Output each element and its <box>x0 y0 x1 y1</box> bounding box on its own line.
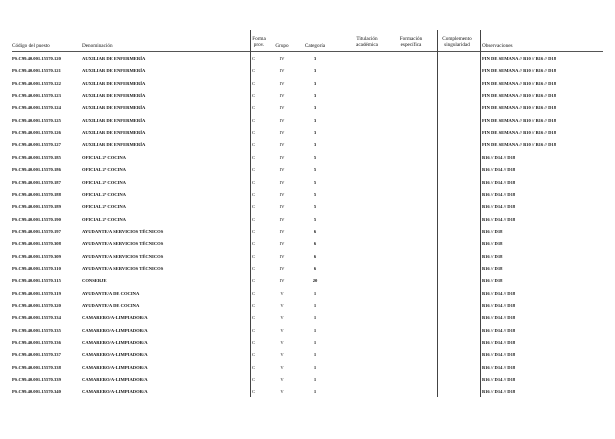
cell-forma: C <box>252 117 256 123</box>
table-row <box>0 167 615 179</box>
table-row <box>0 352 615 364</box>
cell-categoria: 5 <box>313 216 317 222</box>
cell-observaciones: B16 // D18 <box>482 253 503 259</box>
cell-codigo: PS.C99.40.001.15570.121 <box>12 68 61 74</box>
cell-codigo: PS.C99.40.001.15570.127 <box>12 142 61 148</box>
cell-denominacion: CAMARERO/A-LIMPIADOR/A <box>82 364 148 370</box>
cell-denominacion: AUXILIAR DE ENFERMERÍA <box>82 80 146 86</box>
cell-codigo: PS.C99.40.001.15570.186 <box>12 167 61 173</box>
cell-grupo: IV <box>279 117 285 123</box>
cell-grupo: V <box>280 315 284 321</box>
table-row <box>0 93 615 105</box>
cell-forma: C <box>252 93 256 99</box>
cell-grupo: IV <box>279 253 285 259</box>
table-row <box>0 155 615 167</box>
cell-categoria: 20 <box>312 278 318 284</box>
cell-grupo: IV <box>279 204 285 210</box>
cell-codigo: PS.C99.40.001.15570.315 <box>12 278 61 284</box>
cell-forma: C <box>252 253 256 259</box>
cell-denominacion: AUXILIAR DE ENFERMERÍA <box>82 142 146 148</box>
cell-categoria: 6 <box>313 228 317 234</box>
cell-codigo: PS.C99.40.001.15570.320 <box>12 303 61 308</box>
table-row <box>0 217 615 229</box>
header-forma-line2: prov. <box>253 42 265 48</box>
table-row <box>0 291 615 303</box>
cell-forma: C <box>252 142 256 148</box>
cell-categoria: 1 <box>313 340 317 346</box>
header-forma-prov <box>248 36 270 48</box>
cell-observaciones: FIN DE SEMANA // B10 // B16 // D18 <box>482 105 557 111</box>
cell-forma: C <box>252 278 256 284</box>
cell-forma: C <box>252 191 256 197</box>
cell-denominacion: OFICIAL 2ª COCINA <box>82 191 127 197</box>
cell-forma: C <box>252 216 256 222</box>
cell-grupo: IV <box>279 228 285 234</box>
cell-denominacion: CAMARERO/A-LIMPIADOR/A <box>82 377 148 383</box>
cell-grupo: IV <box>279 191 285 197</box>
cell-grupo: IV <box>279 105 285 111</box>
header-rule <box>12 51 603 52</box>
cell-denominacion: CONSERJE <box>82 278 107 284</box>
table-row <box>0 81 615 93</box>
cell-codigo: PS.C99.40.001.15570.120 <box>12 56 61 61</box>
cell-denominacion: AUXILIAR DE ENFERMERÍA <box>82 130 146 136</box>
cell-codigo: PS.C99.40.001.15570.308 <box>12 241 61 247</box>
cell-codigo: PS.C99.40.001.15570.125 <box>12 117 61 123</box>
cell-forma: C <box>252 377 256 383</box>
cell-codigo: PS.C99.40.001.15570.338 <box>12 364 61 370</box>
cell-forma: C <box>252 68 256 74</box>
cell-codigo: PS.C99.40.001.15570.123 <box>12 93 61 99</box>
cell-observaciones: B16 // D14 // D18 <box>482 327 516 333</box>
cell-grupo: V <box>280 352 284 358</box>
cell-observaciones: B16 // D14 // D18 <box>482 204 516 210</box>
cell-observaciones: B16 // D14 // D18 <box>482 191 516 197</box>
header-formacion-line2: específica <box>400 42 422 48</box>
cell-categoria: 5 <box>313 154 317 160</box>
table-row <box>0 389 615 401</box>
table-row <box>0 130 615 142</box>
cell-codigo: PS.C99.40.001.15570.339 <box>12 377 61 383</box>
cell-forma: C <box>252 389 256 395</box>
cell-grupo: V <box>280 303 284 308</box>
header-complemento-line2: singularidad <box>444 42 470 48</box>
cell-categoria: 5 <box>313 167 317 173</box>
cell-codigo: PS.C99.40.001.15570.335 <box>12 327 61 333</box>
header-formacion-line1: Formación <box>399 36 423 42</box>
table-row <box>0 68 615 80</box>
cell-observaciones: B16 // D14 // D18 <box>482 340 516 346</box>
cell-grupo: IV <box>279 216 285 222</box>
cell-categoria: 1 <box>313 315 317 321</box>
cell-codigo: PS.C99.40.001.15570.336 <box>12 340 61 346</box>
cell-grupo: V <box>280 389 284 395</box>
cell-categoria: 1 <box>313 389 317 395</box>
cell-denominacion: AYUDANTE/A DE COCINA <box>82 303 140 308</box>
cell-denominacion: AUXILIAR DE ENFERMERÍA <box>82 68 146 74</box>
cell-codigo: PS.C99.40.001.15570.309 <box>12 253 61 259</box>
cell-denominacion: AUXILIAR DE ENFERMERÍA <box>82 105 146 111</box>
cell-denominacion: OFICIAL 2ª COCINA <box>82 154 127 160</box>
cell-grupo: IV <box>279 241 285 247</box>
cell-observaciones: FIN DE SEMANA // B10 // B16 // D18 <box>482 56 557 61</box>
header-categoria: Categoría <box>304 43 326 49</box>
cell-forma: C <box>252 167 256 173</box>
cell-categoria: 3 <box>313 80 317 86</box>
cell-grupo: IV <box>279 265 285 271</box>
cell-forma: C <box>252 327 256 333</box>
cell-observaciones: B16 // D18 <box>482 278 503 284</box>
cell-categoria: 1 <box>313 364 317 370</box>
cell-observaciones: B16 // D14 // D18 <box>482 303 516 308</box>
cell-categoria: 1 <box>313 327 317 333</box>
cell-observaciones: B16 // D14 // D18 <box>482 315 516 321</box>
cell-grupo: V <box>280 290 284 296</box>
cell-forma: C <box>252 154 256 160</box>
table-row <box>0 56 615 68</box>
cell-observaciones: B16 // D14 // D18 <box>482 216 516 222</box>
cell-observaciones: B16 // D14 // D18 <box>482 389 516 395</box>
cell-forma: C <box>252 265 256 271</box>
cell-grupo: IV <box>279 278 285 284</box>
cell-codigo: PS.C99.40.001.15570.185 <box>12 154 61 160</box>
table-row <box>0 303 615 315</box>
cell-observaciones: B16 // D14 // D18 <box>482 167 516 173</box>
cell-grupo: IV <box>279 56 285 61</box>
cell-observaciones: B16 // D18 <box>482 228 503 234</box>
header-codigo: Código del puesto <box>12 43 50 49</box>
cell-forma: C <box>252 290 256 296</box>
cell-forma: C <box>252 241 256 247</box>
cell-denominacion: AYUDANTE/A SERVICIOS TÉCNICOS <box>82 253 164 259</box>
cell-grupo: IV <box>279 93 285 99</box>
cell-codigo: PS.C99.40.001.15570.189 <box>12 204 61 210</box>
cell-codigo: PS.C99.40.001.15570.340 <box>12 389 61 395</box>
cell-forma: C <box>252 228 256 234</box>
table-row <box>0 266 615 278</box>
cell-denominacion: OFICIAL 2ª COCINA <box>82 179 127 185</box>
cell-observaciones: B16 // D18 <box>482 241 503 247</box>
cell-observaciones: B16 // D14 // D18 <box>482 377 516 383</box>
cell-observaciones: FIN DE SEMANA // B10 // B16 // D18 <box>482 117 557 123</box>
cell-categoria: 3 <box>313 93 317 99</box>
cell-codigo: PS.C99.40.001.15570.187 <box>12 179 61 185</box>
header-titulacion-line1: Titulación <box>356 36 378 42</box>
cell-observaciones: B16 // D14 // D18 <box>482 364 516 370</box>
cell-codigo: PS.C99.40.001.15570.190 <box>12 216 61 222</box>
header-denominacion: Denominación <box>82 43 113 49</box>
cell-codigo: PS.C99.40.001.15570.337 <box>12 352 61 358</box>
table-row <box>0 192 615 204</box>
header-complemento-line1: Complemento <box>442 36 472 42</box>
cell-categoria: 3 <box>313 130 317 136</box>
table-row <box>0 340 615 352</box>
cell-denominacion: OFICIAL 2ª COCINA <box>82 167 127 173</box>
cell-grupo: IV <box>279 154 285 160</box>
cell-observaciones: B16 // D14 // D18 <box>482 352 516 358</box>
cell-observaciones: B16 // D14 // D18 <box>482 154 516 160</box>
cell-denominacion: AYUDANTE/A SERVICIOS TÉCNICOS <box>82 241 164 247</box>
table-row <box>0 365 615 377</box>
cell-grupo: V <box>280 340 284 346</box>
cell-categoria: 6 <box>313 253 317 259</box>
cell-categoria: 5 <box>313 191 317 197</box>
cell-denominacion: AYUDANTE/A SERVICIOS TÉCNICOS <box>82 265 164 271</box>
cell-observaciones: FIN DE SEMANA // B10 // B16 // D18 <box>482 68 557 74</box>
cell-observaciones: FIN DE SEMANA // B10 // B16 // D18 <box>482 130 557 136</box>
cell-forma: C <box>252 364 256 370</box>
table-row <box>0 105 615 117</box>
cell-codigo: PS.C99.40.001.15570.319 <box>12 290 61 296</box>
cell-grupo: V <box>280 377 284 383</box>
cell-codigo: PS.C99.40.001.15570.122 <box>12 80 61 86</box>
table-row <box>0 180 615 192</box>
table-row <box>0 229 615 241</box>
cell-categoria: 6 <box>313 241 317 247</box>
cell-grupo: IV <box>279 142 285 148</box>
header-observaciones: Observaciones <box>482 43 513 49</box>
cell-codigo: PS.C99.40.001.15570.188 <box>12 191 61 197</box>
cell-codigo: PS.C99.40.001.15570.310 <box>12 265 61 271</box>
table-row <box>0 377 615 389</box>
header-titulacion <box>345 36 389 48</box>
cell-denominacion: CAMARERO/A-LIMPIADOR/A <box>82 327 148 333</box>
cell-categoria: 3 <box>313 68 317 74</box>
table-row <box>0 278 615 290</box>
cell-codigo: PS.C99.40.001.15570.334 <box>12 315 61 321</box>
cell-forma: C <box>252 340 256 346</box>
cell-denominacion: AYUDANTE/A SERVICIOS TÉCNICOS <box>82 228 164 234</box>
cell-observaciones: B16 // D14 // D18 <box>482 179 516 185</box>
cell-denominacion: CAMARERO/A-LIMPIADOR/A <box>82 352 148 358</box>
cell-categoria: 1 <box>313 303 317 308</box>
cell-forma: C <box>252 179 256 185</box>
cell-categoria: 1 <box>313 290 317 296</box>
cell-categoria: 3 <box>313 117 317 123</box>
cell-grupo: IV <box>279 80 285 86</box>
cell-forma: C <box>252 105 256 111</box>
cell-codigo: PS.C99.40.001.15570.124 <box>12 105 61 111</box>
table-row <box>0 328 615 340</box>
cell-denominacion: CAMARERO/A-LIMPIADOR/A <box>82 389 148 395</box>
cell-grupo: IV <box>279 179 285 185</box>
cell-denominacion: CAMARERO/A-LIMPIADOR/A <box>82 315 148 321</box>
cell-observaciones: B16 // D18 <box>482 265 503 271</box>
table-row <box>0 315 615 327</box>
cell-grupo: V <box>280 327 284 333</box>
cell-forma: C <box>252 352 256 358</box>
cell-categoria: 3 <box>313 142 317 148</box>
cell-observaciones: FIN DE SEMANA // B10 // B16 // D18 <box>482 80 557 86</box>
header-grupo: Grupo <box>275 43 289 49</box>
cell-grupo: IV <box>279 130 285 136</box>
cell-categoria: 3 <box>313 56 317 61</box>
table-row <box>0 254 615 266</box>
cell-codigo: PS.C99.40.001.15570.126 <box>12 130 61 136</box>
cell-denominacion: AUXILIAR DE ENFERMERÍA <box>82 117 146 123</box>
header-titulacion-line2: académica <box>356 42 378 48</box>
cell-categoria: 1 <box>313 377 317 383</box>
cell-forma: C <box>252 130 256 136</box>
cell-forma: C <box>252 315 256 321</box>
cell-categoria: 3 <box>313 105 317 111</box>
cell-categoria: 6 <box>313 265 317 271</box>
cell-categoria: 5 <box>313 204 317 210</box>
header-formacion <box>390 36 432 48</box>
cell-forma: C <box>252 80 256 86</box>
cell-grupo: IV <box>279 68 285 74</box>
header-forma-line1: Forma <box>252 36 266 42</box>
table-row <box>0 204 615 216</box>
cell-denominacion: AUXILIAR DE ENFERMERÍA <box>82 56 146 61</box>
table-row <box>0 118 615 130</box>
cell-grupo: V <box>280 364 284 370</box>
table-row <box>0 241 615 253</box>
cell-grupo: IV <box>279 167 285 173</box>
header-complemento <box>434 36 480 48</box>
cell-observaciones: FIN DE SEMANA // B10 // B16 // D18 <box>482 93 557 99</box>
cell-categoria: 1 <box>313 352 317 358</box>
cell-observaciones: B16 // D14 // D18 <box>482 290 516 296</box>
cell-codigo: PS.C99.40.001.15570.197 <box>12 228 61 234</box>
cell-denominacion: OFICIAL 2ª COCINA <box>82 204 127 210</box>
cell-denominacion: OFICIAL 2ª COCINA <box>82 216 127 222</box>
cell-observaciones: FIN DE SEMANA // B10 // B16 // D18 <box>482 142 557 148</box>
cell-denominacion: AUXILIAR DE ENFERMERÍA <box>82 93 146 99</box>
table-row <box>0 142 615 154</box>
cell-denominacion: AYUDANTE/A DE COCINA <box>82 290 140 296</box>
cell-denominacion: CAMARERO/A-LIMPIADOR/A <box>82 340 148 346</box>
cell-forma: C <box>252 204 256 210</box>
cell-categoria: 5 <box>313 179 317 185</box>
cell-forma: C <box>252 303 256 308</box>
cell-forma: C <box>252 56 256 61</box>
